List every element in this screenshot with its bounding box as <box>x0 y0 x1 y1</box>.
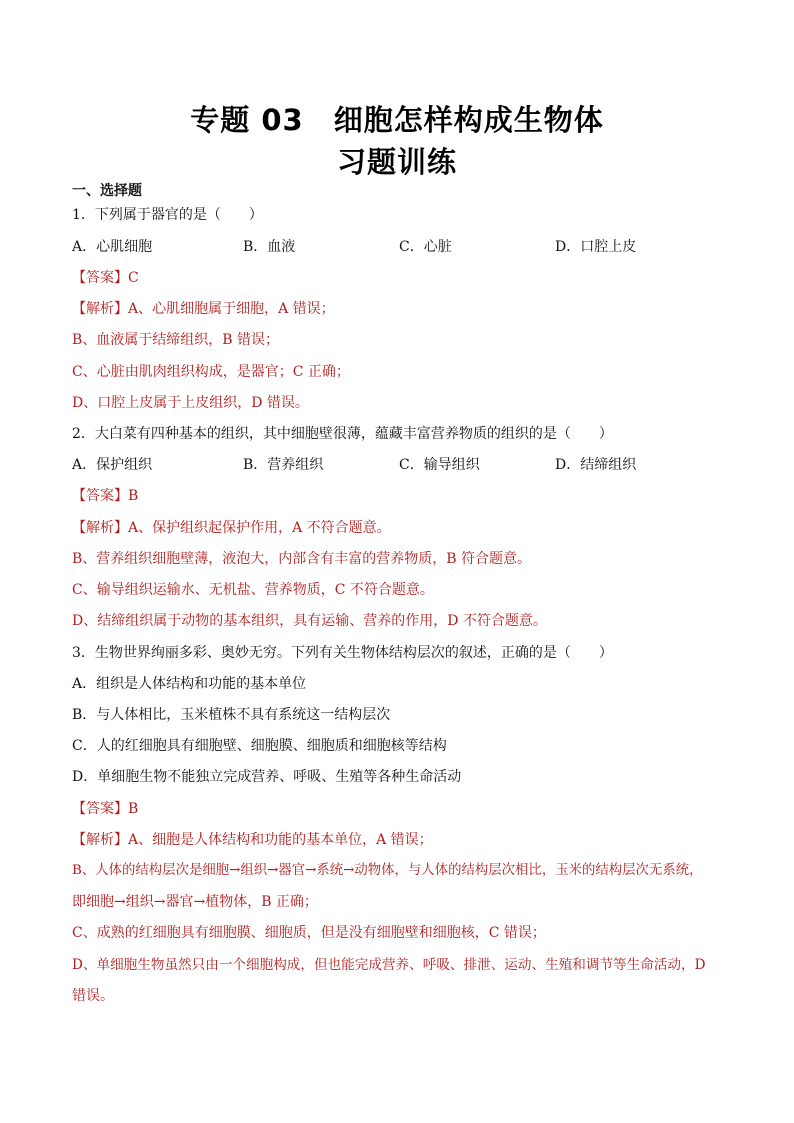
q2-analysis-line-4: D、结缔组织属于动物的基本组织，具有运输、营养的作用，D 不符合题意。 <box>72 613 547 629</box>
q3-option-a: A．组织是人体结构和功能的基本单位 <box>72 676 307 692</box>
answer-tag: 【答案】 <box>72 270 128 286</box>
q2-option-c: C．输导组织 <box>399 457 480 473</box>
q3-option-c: C．人的红细胞具有细胞壁、细胞膜、细胞质和细胞核等结构 <box>72 738 447 754</box>
question-3-stem: 3．生物世界绚丽多彩、奥妙无穷。下列有关生物体结构层次的叙述，正确的是（ ） <box>72 645 613 661</box>
question-1-stem: 1．下列属于器官的是（ ） <box>72 207 263 223</box>
q1-analysis-line-2: B、血液属于结缔组织，B 错误； <box>72 332 280 348</box>
document-subtitle: 习题训练 <box>336 145 457 179</box>
q1-analysis-line-3: C、心脏由肌肉组织构成，是器官；C 正确； <box>72 364 350 380</box>
q3-analysis-line-6: 错误。 <box>72 988 114 1004</box>
answer-tag: 【答案】 <box>72 801 128 817</box>
q3-analysis-line-1 <box>72 830 433 850</box>
q3-answer <box>72 799 138 819</box>
q2-analysis-line-2: B、营养组织细胞壁薄，液泡大，内部含有丰富的营养物质，B 符合题意。 <box>72 551 532 567</box>
answer-value: C <box>128 270 139 286</box>
q2-answer <box>72 486 138 506</box>
q3-analysis-line-3: 即细胞→组织→器官→植物体，B 正确； <box>72 894 318 910</box>
q1-option-c: C．心脏 <box>399 239 452 255</box>
q2-analysis-line-3: C、输导组织运输水、无机盐、营养物质，C 不符合题意。 <box>72 582 434 598</box>
q1-analysis-line-1 <box>72 299 335 319</box>
q3-analysis-line-2: B、人体的结构层次是细胞→组织→器官→系统→动物体，与人体的结构层次相比，玉米的结构层次无系统， <box>72 863 703 878</box>
q3-option-d: D．单细胞生物不能独立完成营养、呼吸、生殖等各种生命活动 <box>72 769 462 785</box>
q3-analysis-line-5: D、单细胞生物虽然只由一个细胞构成，但也能完成营养、呼吸、排泄、运动、生殖和调节等生命活动，D <box>72 957 706 973</box>
section-heading: 一、选择题 <box>72 183 142 199</box>
analysis-tag: 【解析】 <box>72 520 128 536</box>
q1-answer <box>72 268 139 288</box>
q1-option-b: B．血液 <box>243 239 296 255</box>
q3-option-b: B．与人体相比，玉米植株不具有系统这一结构层次 <box>72 707 391 723</box>
answer-value: B <box>128 801 139 817</box>
question-2-stem: 2．大白菜有四种基本的组织，其中细胞壁很薄，蕴藏丰富营养物质的组织的是（ ） <box>72 426 613 442</box>
q2-option-a: A．保护组织 <box>72 457 153 473</box>
q1-option-d: D．口腔上皮 <box>555 239 637 255</box>
document-title: 专题 03 细胞怎样构成生物体 <box>190 103 604 137</box>
answer-tag: 【答案】 <box>72 488 128 504</box>
q3-analysis-line-4: C、成熟的红细胞具有细胞膜、细胞质，但是没有细胞壁和细胞核，C 错误； <box>72 925 546 941</box>
q2-analysis-line-1 <box>72 518 391 538</box>
answer-value: B <box>128 488 139 504</box>
analysis-tag: 【解析】 <box>72 832 128 848</box>
q2-option-b: B．营养组织 <box>243 457 324 473</box>
analysis-text: A、细胞是人体结构和功能的基本单位，A 错误； <box>128 832 433 848</box>
q2-option-d: D．结缔组织 <box>555 457 637 473</box>
q1-analysis-line-4: D、口腔上皮属于上皮组织，D 错误。 <box>72 395 309 411</box>
q1-option-a: A．心肌细胞 <box>72 239 153 255</box>
analysis-tag: 【解析】 <box>72 301 128 317</box>
analysis-text: A、保护组织起保护作用，A 不符合题意。 <box>128 520 391 536</box>
analysis-text: A、心肌细胞属于细胞，A 错误； <box>128 301 335 317</box>
